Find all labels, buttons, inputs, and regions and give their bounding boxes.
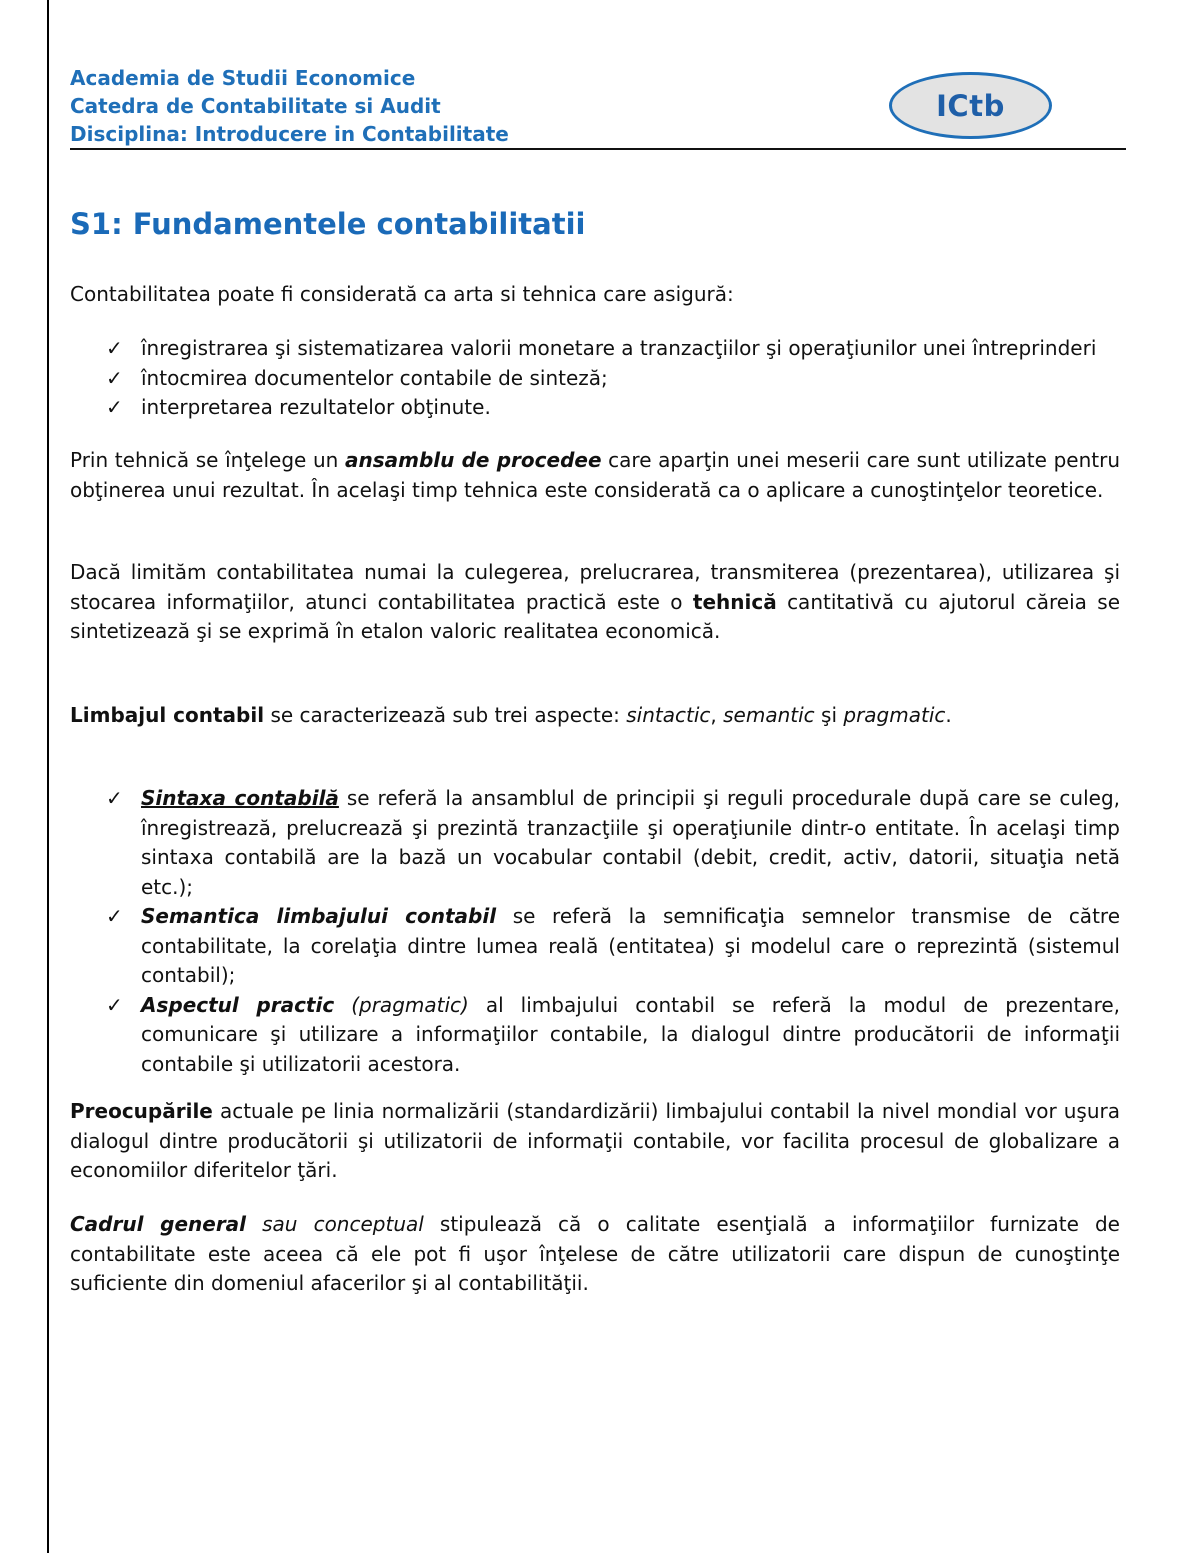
list-item-text: se referă la ansamblul de principii şi reguli procedurale după care se culeg, înregistrează, prelucrează şi prezintă tranzacţiile şi operaţiunile dintr-o entitate. În acelaşi timp sintaxa contabilă are la bază un vocabular contabil (debit, credit, activ, datorii, situaţia netă etc.);: [141, 786, 1120, 899]
page-left-border: [47, 0, 49, 1553]
checkmark-icon: ✓: [106, 395, 123, 419]
paragraph-text: cantitativă cu ajutorul căreia se sintetizează şi se exprimă în etalon valoric realitatea economică.: [70, 589, 1121, 643]
list-item: [70, 364, 1120, 394]
emphasis-term: Sintaxa contabilă: [141, 786, 339, 810]
header-department: Catedra de Contabilitate si Audit: [70, 94, 441, 118]
aspect-term: pragmatic: [843, 703, 946, 727]
emphasis-term-secondary: (pragmatic): [334, 992, 469, 1017]
paragraph-limitam: [70, 558, 1120, 647]
checkmark-icon: ✓: [106, 365, 123, 390]
ictb-logo: [889, 72, 1052, 139]
paragraph-text: care aparţin unei meserii care sunt utilizate pentru obţinerea unui rezultat. În acelaşi timp tehnica este considerată ca o aplicare a cunoştinţelor teoretice.: [70, 448, 1120, 502]
language-aspects-list: [70, 784, 1120, 1079]
page-title: S1: Fundamentele contabilitatii: [70, 207, 586, 241]
emphasis-term: Semantica limbajului contabil: [141, 904, 497, 928]
aspect-term: sintactic: [626, 703, 711, 727]
paragraph-tehnica: [70, 446, 1120, 505]
list-item-text: interpretarea rezultatelor obţinute.: [141, 395, 491, 419]
list-item: [70, 334, 1120, 364]
emphasis-term: Cadrul general: [70, 1212, 247, 1236]
checkmark-icon: ✓: [106, 336, 123, 360]
emphasis-term: Aspectul practic: [141, 992, 335, 1017]
document-header: [70, 64, 1126, 150]
header-academy: Academia de Studii Economice: [70, 66, 416, 90]
checkmark-icon: ✓: [106, 786, 123, 810]
emphasis-term: ansamblu de procedee: [344, 448, 602, 472]
separator-text: ,: [710, 703, 724, 727]
paragraph-limbaj: [70, 701, 1120, 731]
emphasis-term: tehnică: [692, 589, 777, 614]
separator-text: şi: [814, 703, 844, 727]
list-item-text: înregistrarea şi sistematizarea valorii monetare a tranzacţiilor şi operaţiunilor unei întreprinderi: [141, 336, 1097, 360]
checkmark-icon: ✓: [106, 992, 123, 1017]
intro-paragraph: Contabilitatea poate fi considerată ca arta si tehnica care asigură:: [70, 282, 734, 306]
header-institution-block: [70, 64, 509, 148]
separator-text: .: [945, 703, 952, 727]
paragraph-text: Dacă limităm contabilitatea numai la culegerea, prelucrarea, transmiterea (prezentarea), utilizarea şi stocarea informaţiilor, atunci contabilitatea practică este o: [70, 560, 1120, 614]
list-item: [70, 991, 1120, 1080]
paragraph-text: Prin tehnică se înţelege un: [70, 448, 345, 472]
paragraph-cadrul: [70, 1210, 1120, 1299]
list-item: [70, 902, 1120, 991]
paragraph-preocupari: [70, 1097, 1120, 1186]
paragraph-text: stipulează că o calitate esenţială a informaţiilor furnizate de contabilitate este aceea că ele pot fi uşor înţelese de către utilizatorii care dispun de cunoştinţe suficiente din domeniul afacerilor şi al contabilităţii.: [70, 1212, 1120, 1295]
emphasis-term-secondary: sau conceptual: [246, 1212, 424, 1236]
aspect-term: semantic: [723, 703, 815, 727]
list-item-text: se referă la semnificaţia semnelor transmise de către contabilitate, la corelaţia dintre lumea reală (entitatea) şi modelul care o reprezintă (sistemul contabil);: [141, 904, 1120, 987]
header-discipline: Disciplina: Introducere in Contabilitate: [70, 122, 509, 146]
list-item: [70, 784, 1120, 902]
emphasis-term: Preocupările: [70, 1099, 213, 1123]
list-item: [70, 393, 1120, 423]
list-item-text: al limbajului contabil se referă la modul de prezentare, comunicare şi utilizare a informaţiilor contabile, la dialogul dintre producătorii de informaţii contabile şi utilizatorii acestora.: [141, 992, 1121, 1076]
paragraph-text: actuale pe linia normalizării (standardizării) limbajului contabil la nivel mondial vor uşura dialogul dintre producătorii şi utilizatorii de informaţii contabile, vor facilita procesul de globalizare a economiilor diferitelor ţări.: [70, 1099, 1120, 1182]
checkmark-icon: ✓: [106, 904, 123, 928]
definition-list: [70, 334, 1120, 423]
logo-text: ICtb: [936, 88, 1005, 123]
paragraph-text: se caracterizează sub trei aspecte:: [264, 703, 627, 727]
emphasis-term: Limbajul contabil: [70, 703, 265, 727]
list-item-text: întocmirea documentelor contabile de sinteză;: [141, 365, 608, 390]
header-divider: [70, 148, 1126, 150]
